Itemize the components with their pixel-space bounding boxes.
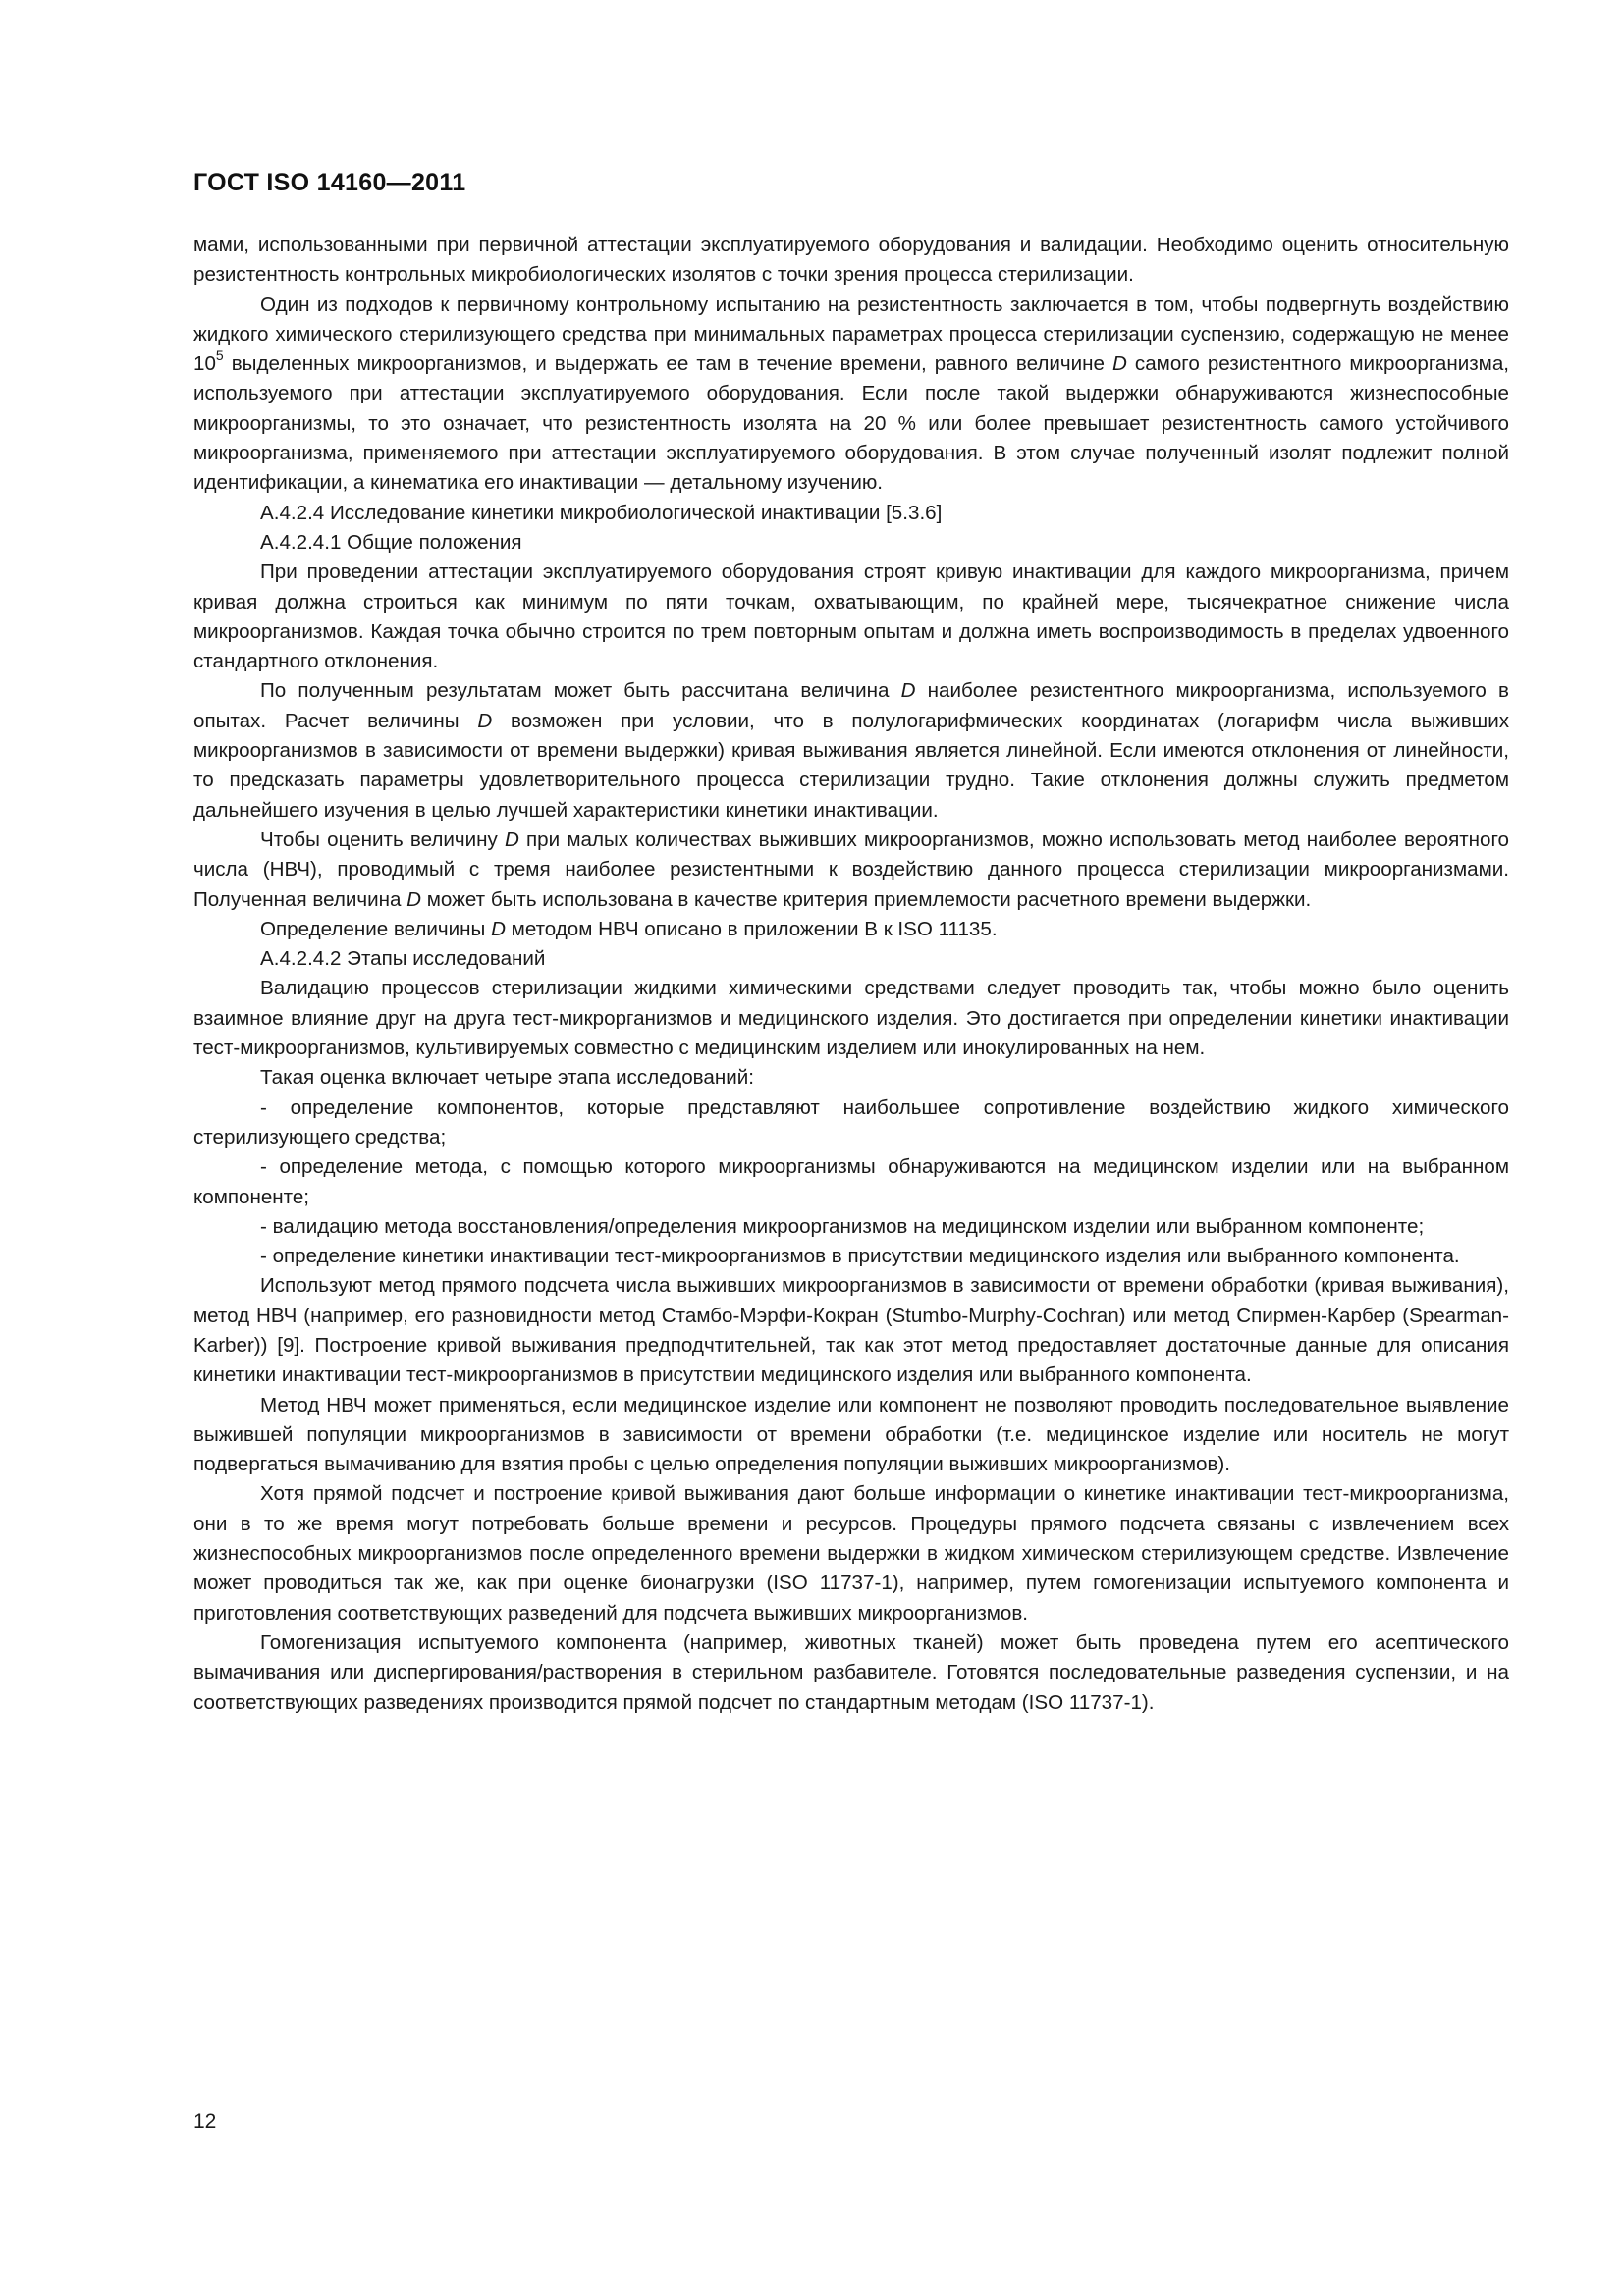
text-segment: самого резистентного микроорганизма, используемого при аттестации эксплуатируемого оборудования. Если после такой выдержки обнаруживаются жизнеспособные микроорганизмы, то это означает, что резистентность изолята на 20 % или более превышает резистентность самого устойчивого микроорганизма, применяемого при аттестации эксплуатируемого оборудования. В этом случае полученный изолят подлежит полной идентификации, а кинематика его инактивации — детальному изучению. xyxy=(193,352,1510,495)
paragraph: Хотя прямой подсчет и построение кривой выживания дают больше информации о кинетике инактивации тест-микроорганизма, они в то же время могут потребовать больше времени и ресурсов. Процедуры прямого подсчета связаны с извлечением всех жизнеспособных микроорганизмов после определенного времени выдержки в жидком химическом стерилизующем средстве. Извлечение может проводиться так же, как при оценке бионагрузки (ISO 11737-1), например, путем гомогенизации испытуемого компонента и приготовления соответствующих разведений для подсчета выживших микроорганизмов. xyxy=(193,1482,1509,1625)
italic-symbol: D xyxy=(504,828,519,851)
subsection-heading: А.4.2.4.2 Этапы исследований xyxy=(260,947,546,971)
paragraph: Метод НВЧ может применяться, если медицинское изделие или компонент не позволяют проводить последовательное выявление выжившей популяции микроорганизмов в зависимости от времени обработки (т.е. медицинское изделие или носитель не могут подвергаться вымачиванию для взятия пробы с целью определения популяции выживших микроорганизмов). xyxy=(193,1393,1509,1476)
list-item: - валидацию метода восстановления/определения микроорганизмов на медицинском изделии или выбранном компоненте; xyxy=(260,1214,1425,1238)
document-body xyxy=(193,231,1509,1718)
paragraph: Валидацию процессов стерилизации жидкими химическими средствами следует проводить так, чтобы можно было оценить взаимное влияние друг на друга тест-микрорганизмов и медицинского изделия. Это достигается при определении кинетики инактивации тест-микроорганизмов, культивируемых совместно с медицинским изделием или инокулированных на нем. xyxy=(193,977,1509,1060)
text-segment: при малых количествах выживших микроорганизмов, можно использовать метод наиболее вероятного числа (НВЧ), проводимый с тремя наиболее резистентными к воздействию данного процесса стерилизации микроорганизмами. Полученная величина xyxy=(193,828,1509,911)
document-header: ГОСТ ISO 14160—2011 xyxy=(193,169,466,196)
list-item: - определение компонентов, которые представляют наибольшее сопротивление воздействию жидкого химического стерилизующего средства; xyxy=(193,1095,1509,1148)
text-segment: наиболее резистентного микроорганизма, используемого в опытах. Расчет величины xyxy=(193,679,1509,732)
italic-symbol: D xyxy=(1112,352,1127,376)
text-segment: Чтобы оценить величину xyxy=(260,828,505,851)
paragraph xyxy=(193,291,1509,499)
paragraph xyxy=(193,915,1509,944)
italic-symbol: D xyxy=(477,709,493,732)
list-item: - определение кинетики инактивации тест-микроорганизмов в присутствии медицинского изделия или выбранного компонента. xyxy=(260,1245,1460,1268)
text-segment: Один из подходов к первичному контрольному испытанию на резистентность заключается в том, чтобы подвергнуть воздействию жидкого химического стерилизующего средства при минимальных параметрах процесса стерилизации суспензию, содержащую не менее 10 xyxy=(193,293,1509,376)
page-number: 12 xyxy=(193,2110,217,2133)
text-segment: методом НВЧ описано в приложении В к ISO 11135. xyxy=(505,917,998,940)
paragraph xyxy=(193,676,1509,825)
list-item: - определение метода, с помощью которого микроорганизмы обнаруживаются на медицинском изделии или на выбранном компоненте; xyxy=(193,1155,1509,1208)
text-segment: может быть использована в качестве критерия приемлемости расчетного времени выдержки. xyxy=(421,887,1312,911)
paragraph: Такая оценка включает четыре этапа исследований: xyxy=(260,1066,754,1090)
italic-symbol: D xyxy=(491,917,506,940)
paragraph: Используют метод прямого подсчета числа выживших микроорганизмов в зависимости от времени обработки (кривая выживания), метод НВЧ (например, его разновидности метод Стамбо-Мэрфи-Кокран (Stumbo-Murphy-Cochran) или метод Спирмен-Карбер (Spearman-Karber)) [9]. Построение кривой выживания предподчтительней, так как этот метод предоставляет достаточные данные для описания кинетики инактивации тест-микроорганизмов в присутствии медицинского изделия или выбранного компонента. xyxy=(193,1274,1509,1387)
text-segment: возможен при условии, что в полулогарифмических координатах (логарифм числа выживших микроорганизмов в зависимости от времени выдержки) кривая выживания является линейной. Если имеются отклонения от линейности, то предсказать параметры удовлетворительного процесса стерилизации трудно. Такие отклонения должны служить предметом дальнейшего изучения в целью лучшей характеристики кинетики инактивации. xyxy=(193,709,1509,822)
section-heading: А.4.2.4 Исследование кинетики микробиологической инактивации [5.3.6] xyxy=(260,501,943,524)
paragraph xyxy=(193,826,1509,915)
italic-symbol: D xyxy=(900,679,916,703)
text-segment: Определение величины xyxy=(260,917,492,940)
italic-symbol: D xyxy=(406,887,422,911)
subsection-heading: А.4.2.4.1 Общие положения xyxy=(260,530,522,554)
paragraph: Гомогенизация испытуемого компонента (например, животных тканей) может быть проведена путем его асептического вымачивания или диспергирования/растворения в стерильном разбавителе. Готовятся последовательные разведения суспензии, и на соответствующих разведениях производится прямой подсчет по стандартным методам (ISO 11737-1). xyxy=(193,1630,1509,1714)
superscript: 5 xyxy=(215,347,224,364)
paragraph: мами, использованными при первичной аттестации эксплуатируемого оборудования и валидации. Необходимо оценить относительную резистентность контрольных микробиологических изолятов с точки зрения процесса стерилизации. xyxy=(193,234,1509,287)
text-segment: выделенных микроорганизмов, и выдержать ее там в течение времени, равного величине xyxy=(223,352,1113,376)
text-segment: По полученным результатам может быть рассчитана величина xyxy=(260,679,901,703)
paragraph: При проведении аттестации эксплуатируемого оборудования строят кривую инактивации для каждого микроорганизма, причем кривая должна строиться как минимум по пяти точкам, охватывающим, по крайней мере, тысячекратное снижение числа микроорганизмов. Каждая точка обычно строится по трем повторным опытам и должна иметь воспроизводимость в пределах удвоенного стандартного отклонения. xyxy=(193,561,1509,673)
